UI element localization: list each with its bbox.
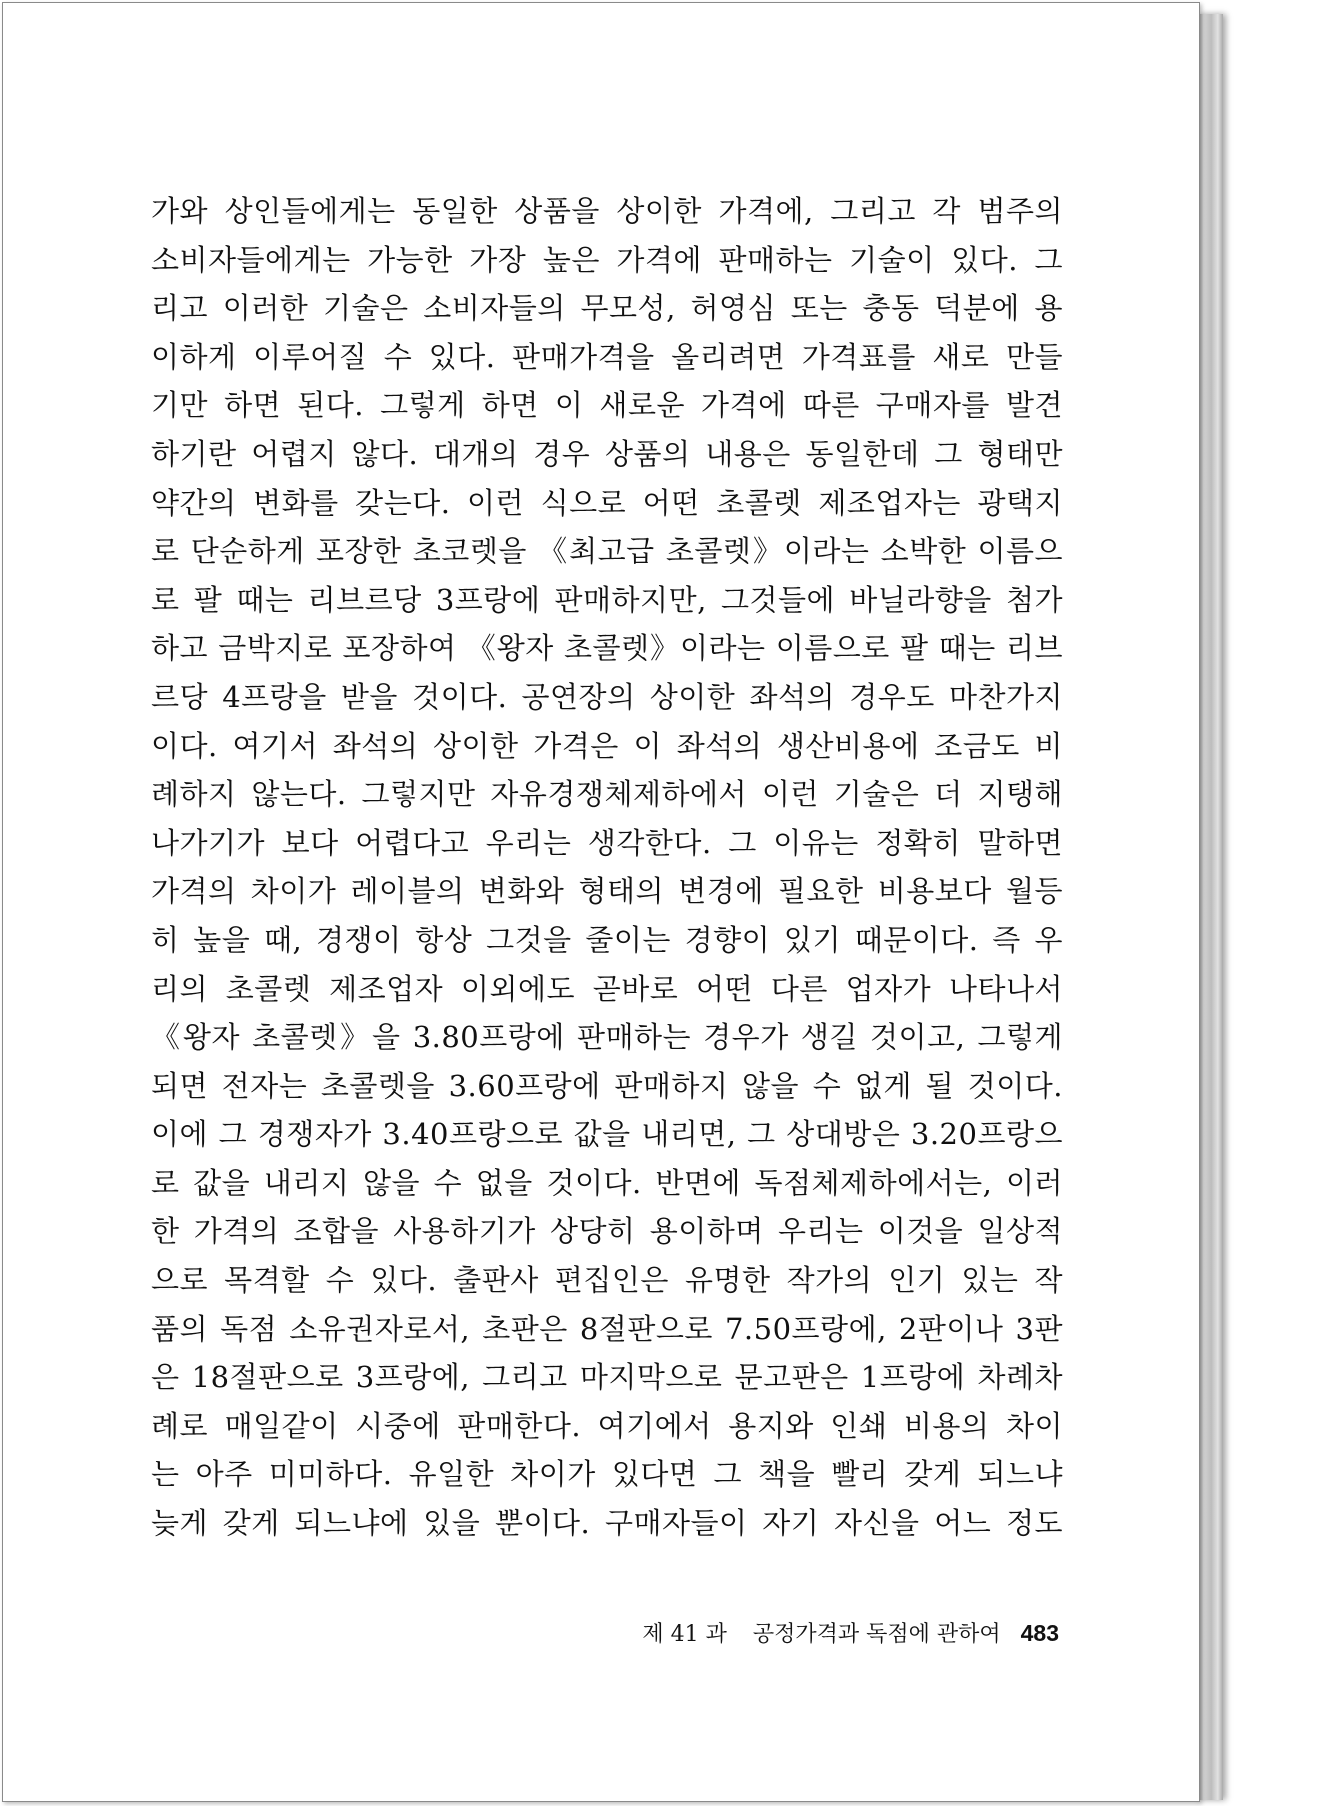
text-line: 기만 하면 된다. 그렇게 하면 이 새로운 가격에 따른 구매자를 발견 (151, 388, 1063, 423)
text-line: 《왕자 초콜렛》을 3.80프랑에 판매하는 경우가 생길 것이고, 그렇게 (151, 1020, 1063, 1055)
text-line: 로 팔 때는 리브르당 3프랑에 판매하지만, 그것들에 바닐라향을 첨가 (151, 582, 1063, 617)
chapter-title: 공정가격과 독점에 관하여 (752, 1622, 1001, 1647)
text-line: 약간의 변화를 갖는다. 이런 식으로 어떤 초콜렛 제조업자는 광택지 (151, 485, 1063, 520)
text-line: 소비자들에게는 가능한 가장 높은 가격에 판매하는 기술이 있다. 그 (151, 242, 1063, 277)
text-line: 하기란 어렵지 않다. 대개의 경우 상품의 내용은 동일한데 그 형태만 (151, 436, 1063, 471)
text-line: 이에 그 경쟁자가 3.40프랑으로 값을 내리면, 그 상대방은 3.20프랑으 (151, 1117, 1063, 1152)
text-line: 례하지 않는다. 그렇지만 자유경쟁체제하에서 이런 기술은 더 지탱해 (151, 777, 1063, 812)
running-footer (642, 1616, 1059, 1650)
book-page (2, 2, 1200, 1802)
text-line: 가와 상인들에게는 동일한 상품을 상이한 가격에, 그리고 각 범주의 (151, 194, 1063, 228)
text-line: 로 값을 내리지 않을 수 없을 것이다. 반면에 독점체제하에서는, 이러 (151, 1165, 1063, 1200)
text-line: 례로 매일같이 시중에 판매한다. 여기에서 용지와 인쇄 비용의 차이 (151, 1408, 1063, 1443)
body-text (151, 187, 1063, 1548)
text-line: 이다. 여기서 좌석의 상이한 가격은 이 좌석의 생산비용에 조금도 비 (151, 728, 1063, 763)
text-line: 늦게 갖게 되느냐에 있을 뿐이다. 구매자들이 자기 자신을 어느 정도 (151, 1506, 1063, 1541)
text-line: 가격의 차이가 레이블의 변화와 형태의 변경에 필요한 비용보다 월등 (151, 874, 1063, 909)
text-line: 품의 독점 소유권자로서, 초판은 8절판으로 7.50프랑에, 2판이나 3판 (151, 1311, 1063, 1346)
page-number: 483 (1020, 1620, 1059, 1646)
text-line: 는 아주 미미하다. 유일한 차이가 있다면 그 책을 빨리 갖게 되느냐 (151, 1457, 1063, 1492)
page-stack-edge (1196, 14, 1223, 1800)
lesson-number: 제 41 과 (642, 1622, 727, 1647)
text-line: 으로 목격할 수 있다. 출판사 편집인은 유명한 작가의 인기 있는 작 (151, 1263, 1063, 1298)
text-line: 나가기가 보다 어렵다고 우리는 생각한다. 그 이유는 정확히 말하면 (151, 825, 1063, 860)
text-line: 하고 금박지로 포장하여 《왕자 초콜렛》이라는 이름으로 팔 때는 리브 (151, 631, 1063, 666)
text-line: 이하게 이루어질 수 있다. 판매가격을 올리려면 가격표를 새로 만들 (151, 339, 1063, 374)
text-line: 로 단순하게 포장한 초코렛을 《최고급 초콜렛》이라는 소박한 이름으 (151, 534, 1063, 569)
text-line: 한 가격의 조합을 사용하기가 상당히 용이하며 우리는 이것을 일상적 (151, 1214, 1063, 1249)
text-line: 되면 전자는 초콜렛을 3.60프랑에 판매하지 않을 수 없게 될 것이다. (151, 1068, 1063, 1103)
text-line: 르당 4프랑을 받을 것이다. 공연장의 상이한 좌석의 경우도 마찬가지 (151, 679, 1063, 714)
text-line: 히 높을 때, 경쟁이 항상 그것을 줄이는 경향이 있기 때문이다. 즉 우 (151, 922, 1063, 957)
text-line: 은 18절판으로 3프랑에, 그리고 마지막으로 문고판은 1프랑에 차례차 (151, 1360, 1063, 1395)
text-line: 리고 이러한 기술은 소비자들의 무모성, 허영심 또는 충동 덕분에 용 (151, 291, 1063, 326)
text-line: 리의 초콜렛 제조업자 이외에도 곧바로 어떤 다른 업자가 나타나서 (151, 971, 1063, 1006)
